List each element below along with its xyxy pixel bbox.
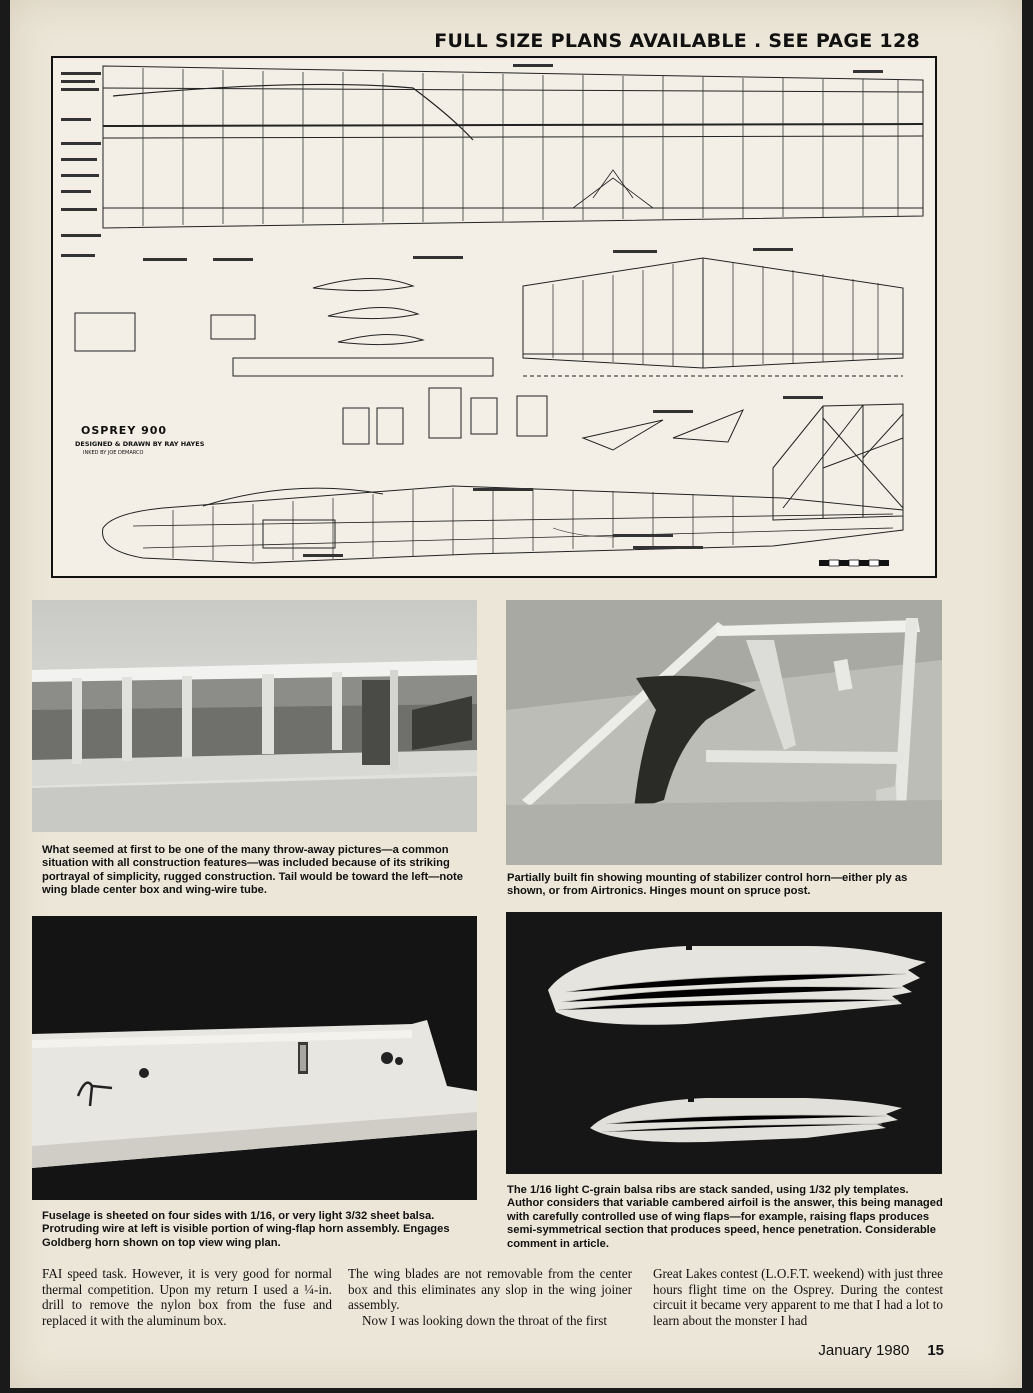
caption-ribs: The 1/16 light C-grain balsa ribs are stack sanded, using 1/32 ply templates. Author considers that variable cambered airfoil is the answer, this being managed with carefully controlled use of wing flaps—for example, raising flaps produces semi-symmetrical section that produces speed, hence penetration. Considerable comment in article. [507, 1184, 943, 1250]
photo-fuselage-sheeted [32, 916, 477, 1200]
photo-fin [506, 600, 942, 865]
plans-inker: INKED BY JOE DEMARCO [83, 450, 144, 456]
magazine-page [10, 0, 1022, 1388]
photo-fuselage-section [32, 600, 477, 832]
page-number: 15 [927, 1342, 944, 1359]
plans-designer: DESIGNED & DRAWN BY RAY HAYES [75, 440, 205, 448]
article-col3-text: Great Lakes contest (L.O.F.T. weekend) with just three hours flight time on the Osprey. During the contest circuit it became very apparent to me that I had a lot to learn about the monster I had [653, 1266, 943, 1328]
plans-availability-header: FULL SIZE PLANS AVAILABLE . SEE PAGE 128 [434, 30, 920, 52]
plans-drawing [51, 56, 937, 578]
issue-date: January 1980 [818, 1342, 910, 1359]
plans-title: OSPREY 900 [81, 424, 168, 437]
photo-ribs [506, 912, 942, 1174]
article-col1-text: FAI speed task. However, it is very good for normal thermal competition. Upon my return I used a ¼-in. drill to remove the nylon box from the fuse and replaced it with the aluminum box. [42, 1266, 332, 1328]
caption-fuselage-section: What seemed at first to be one of the many throw-away pictures—a common situation with all construction features—was included because of its striking portrayal of simplicity, rugged construction. Tail would be toward the left—note wing blade center box and wing-wire tube. [42, 844, 464, 897]
article-column-2 [348, 1266, 632, 1328]
caption-fin: Partially built fin showing mounting of stabilizer control horn—either ply as shown, or from Airtronics. Hinges mount on spruce post. [507, 872, 908, 898]
article-col2-paragraph-1: The wing blades are not removable from the center box and this eliminates any slop in the wing joiner assembly. [348, 1266, 632, 1313]
article-column-1 [42, 1266, 332, 1328]
article-col2-paragraph-2: Now I was looking down the throat of the first [362, 1312, 608, 1328]
page-footer [818, 1342, 944, 1359]
article-column-3 [653, 1266, 943, 1328]
caption-fuselage-sheeted: Fuselage is sheeted on four sides with 1/16, or very light 3/32 sheet balsa. Protruding wire at left is visible portion of wing-flap horn assembly. Engages Goldberg horn shown on top view wing plan. [42, 1210, 450, 1249]
plans-linework [53, 58, 935, 576]
